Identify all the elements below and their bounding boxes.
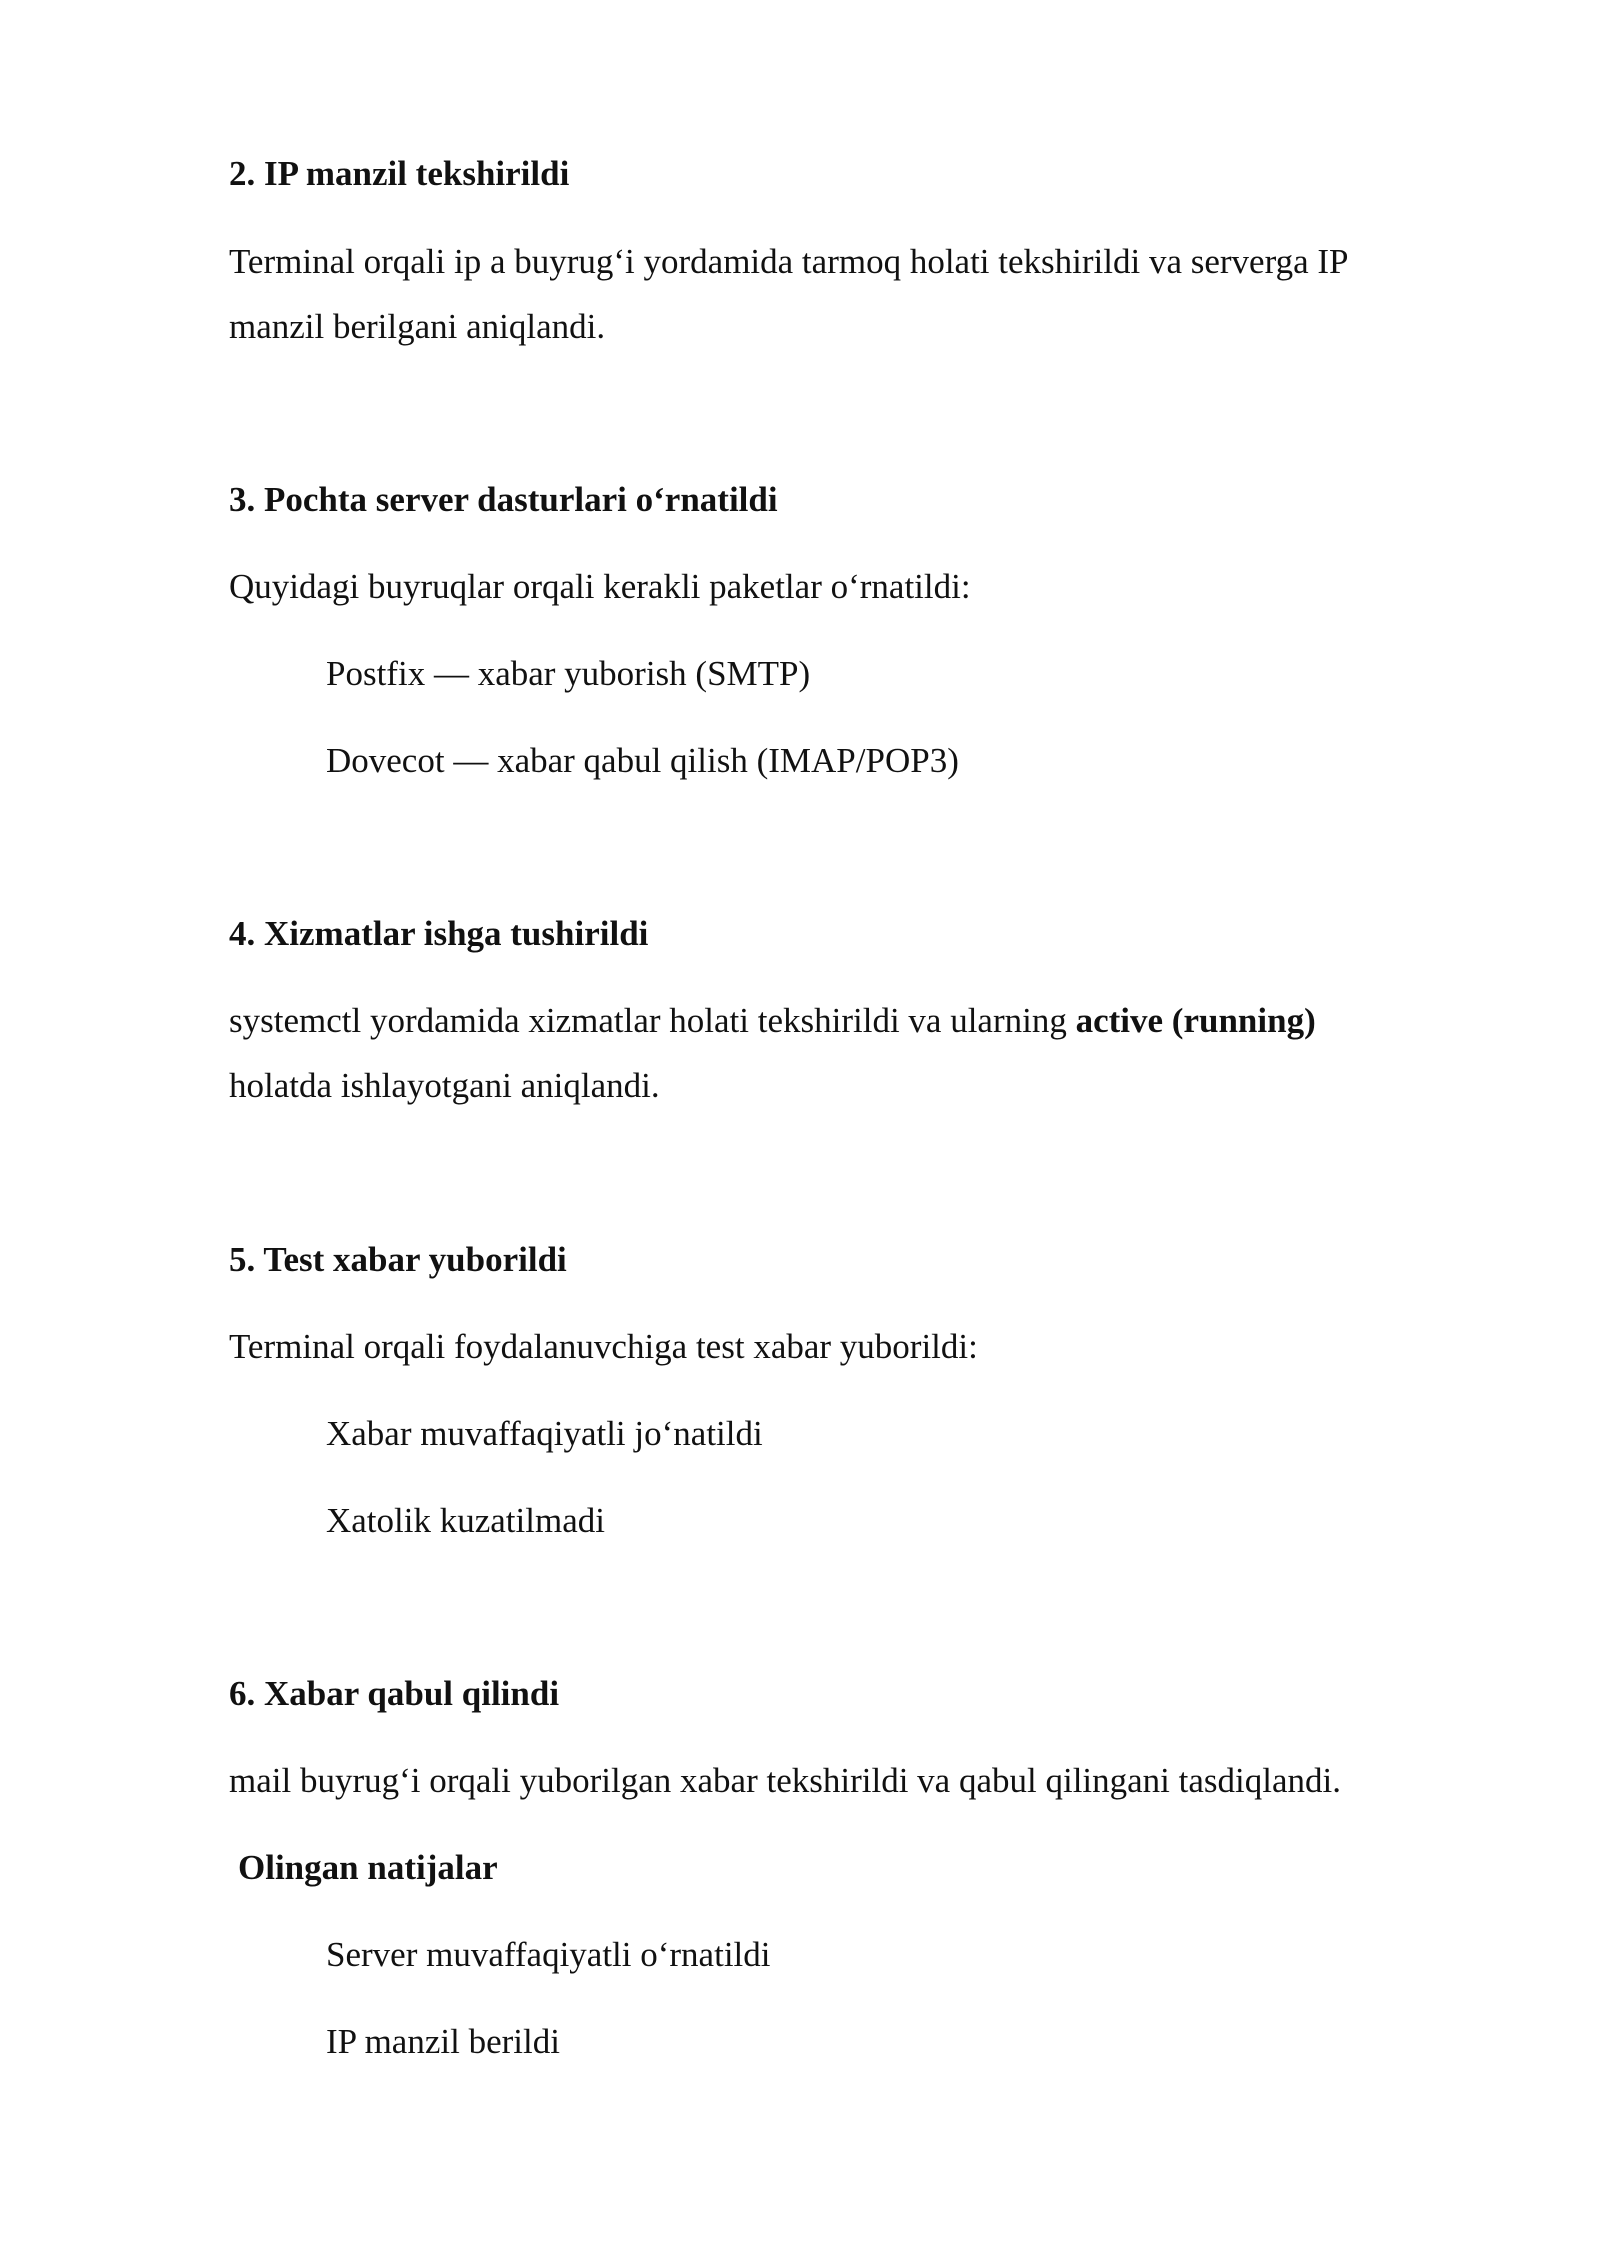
section-heading: 5. Test xabar yuborildi — [229, 1240, 567, 1279]
paragraph-line: Terminal orqali foydalanuvchiga test xabar yuborildi: — [229, 1327, 978, 1366]
results-heading: Olingan natijalar — [238, 1848, 498, 1887]
section-heading: 6. Xabar qabul qilindi — [229, 1674, 560, 1713]
list-item: Postfix — xabar yuborish (SMTP) — [326, 654, 811, 693]
section-heading: 4. Xizmatlar ishga tushirildi — [229, 914, 649, 953]
paragraph-line — [229, 999, 1316, 1043]
paragraph-text: systemctl yordamida xizmatlar holati tekshirildi va ularning — [229, 1001, 1076, 1040]
list-item: IP manzil berildi — [326, 2022, 560, 2061]
section-heading: 2. IP manzil tekshirildi — [229, 154, 570, 193]
paragraph-line: holatda ishlayotgani aniqlandi. — [229, 1066, 660, 1105]
list-item: Dovecot — xabar qabul qilish (IMAP/POP3) — [326, 741, 959, 780]
list-item: Xatolik kuzatilmadi — [326, 1501, 605, 1540]
paragraph-line: manzil berilgani aniqlandi. — [229, 307, 606, 346]
section-heading: 3. Pochta server dasturlari o‘rnatildi — [229, 480, 778, 519]
list-item: Server muvaffaqiyatli o‘rnatildi — [326, 1935, 771, 1974]
paragraph-line: Quyidagi buyruqlar orqali kerakli paketlar o‘rnatildi: — [229, 567, 971, 606]
paragraph-line: Terminal orqali ip a buyrug‘i yordamida tarmoq holati tekshirildi va serverga IP — [229, 242, 1349, 281]
paragraph-line: mail buyrug‘i orqali yuborilgan xabar tekshirildi va qabul qilingani tasdiqlandi. — [229, 1761, 1341, 1800]
list-item: Xabar muvaffaqiyatli jo‘natildi — [326, 1414, 763, 1453]
status-text: active (running) — [1075, 1001, 1316, 1040]
